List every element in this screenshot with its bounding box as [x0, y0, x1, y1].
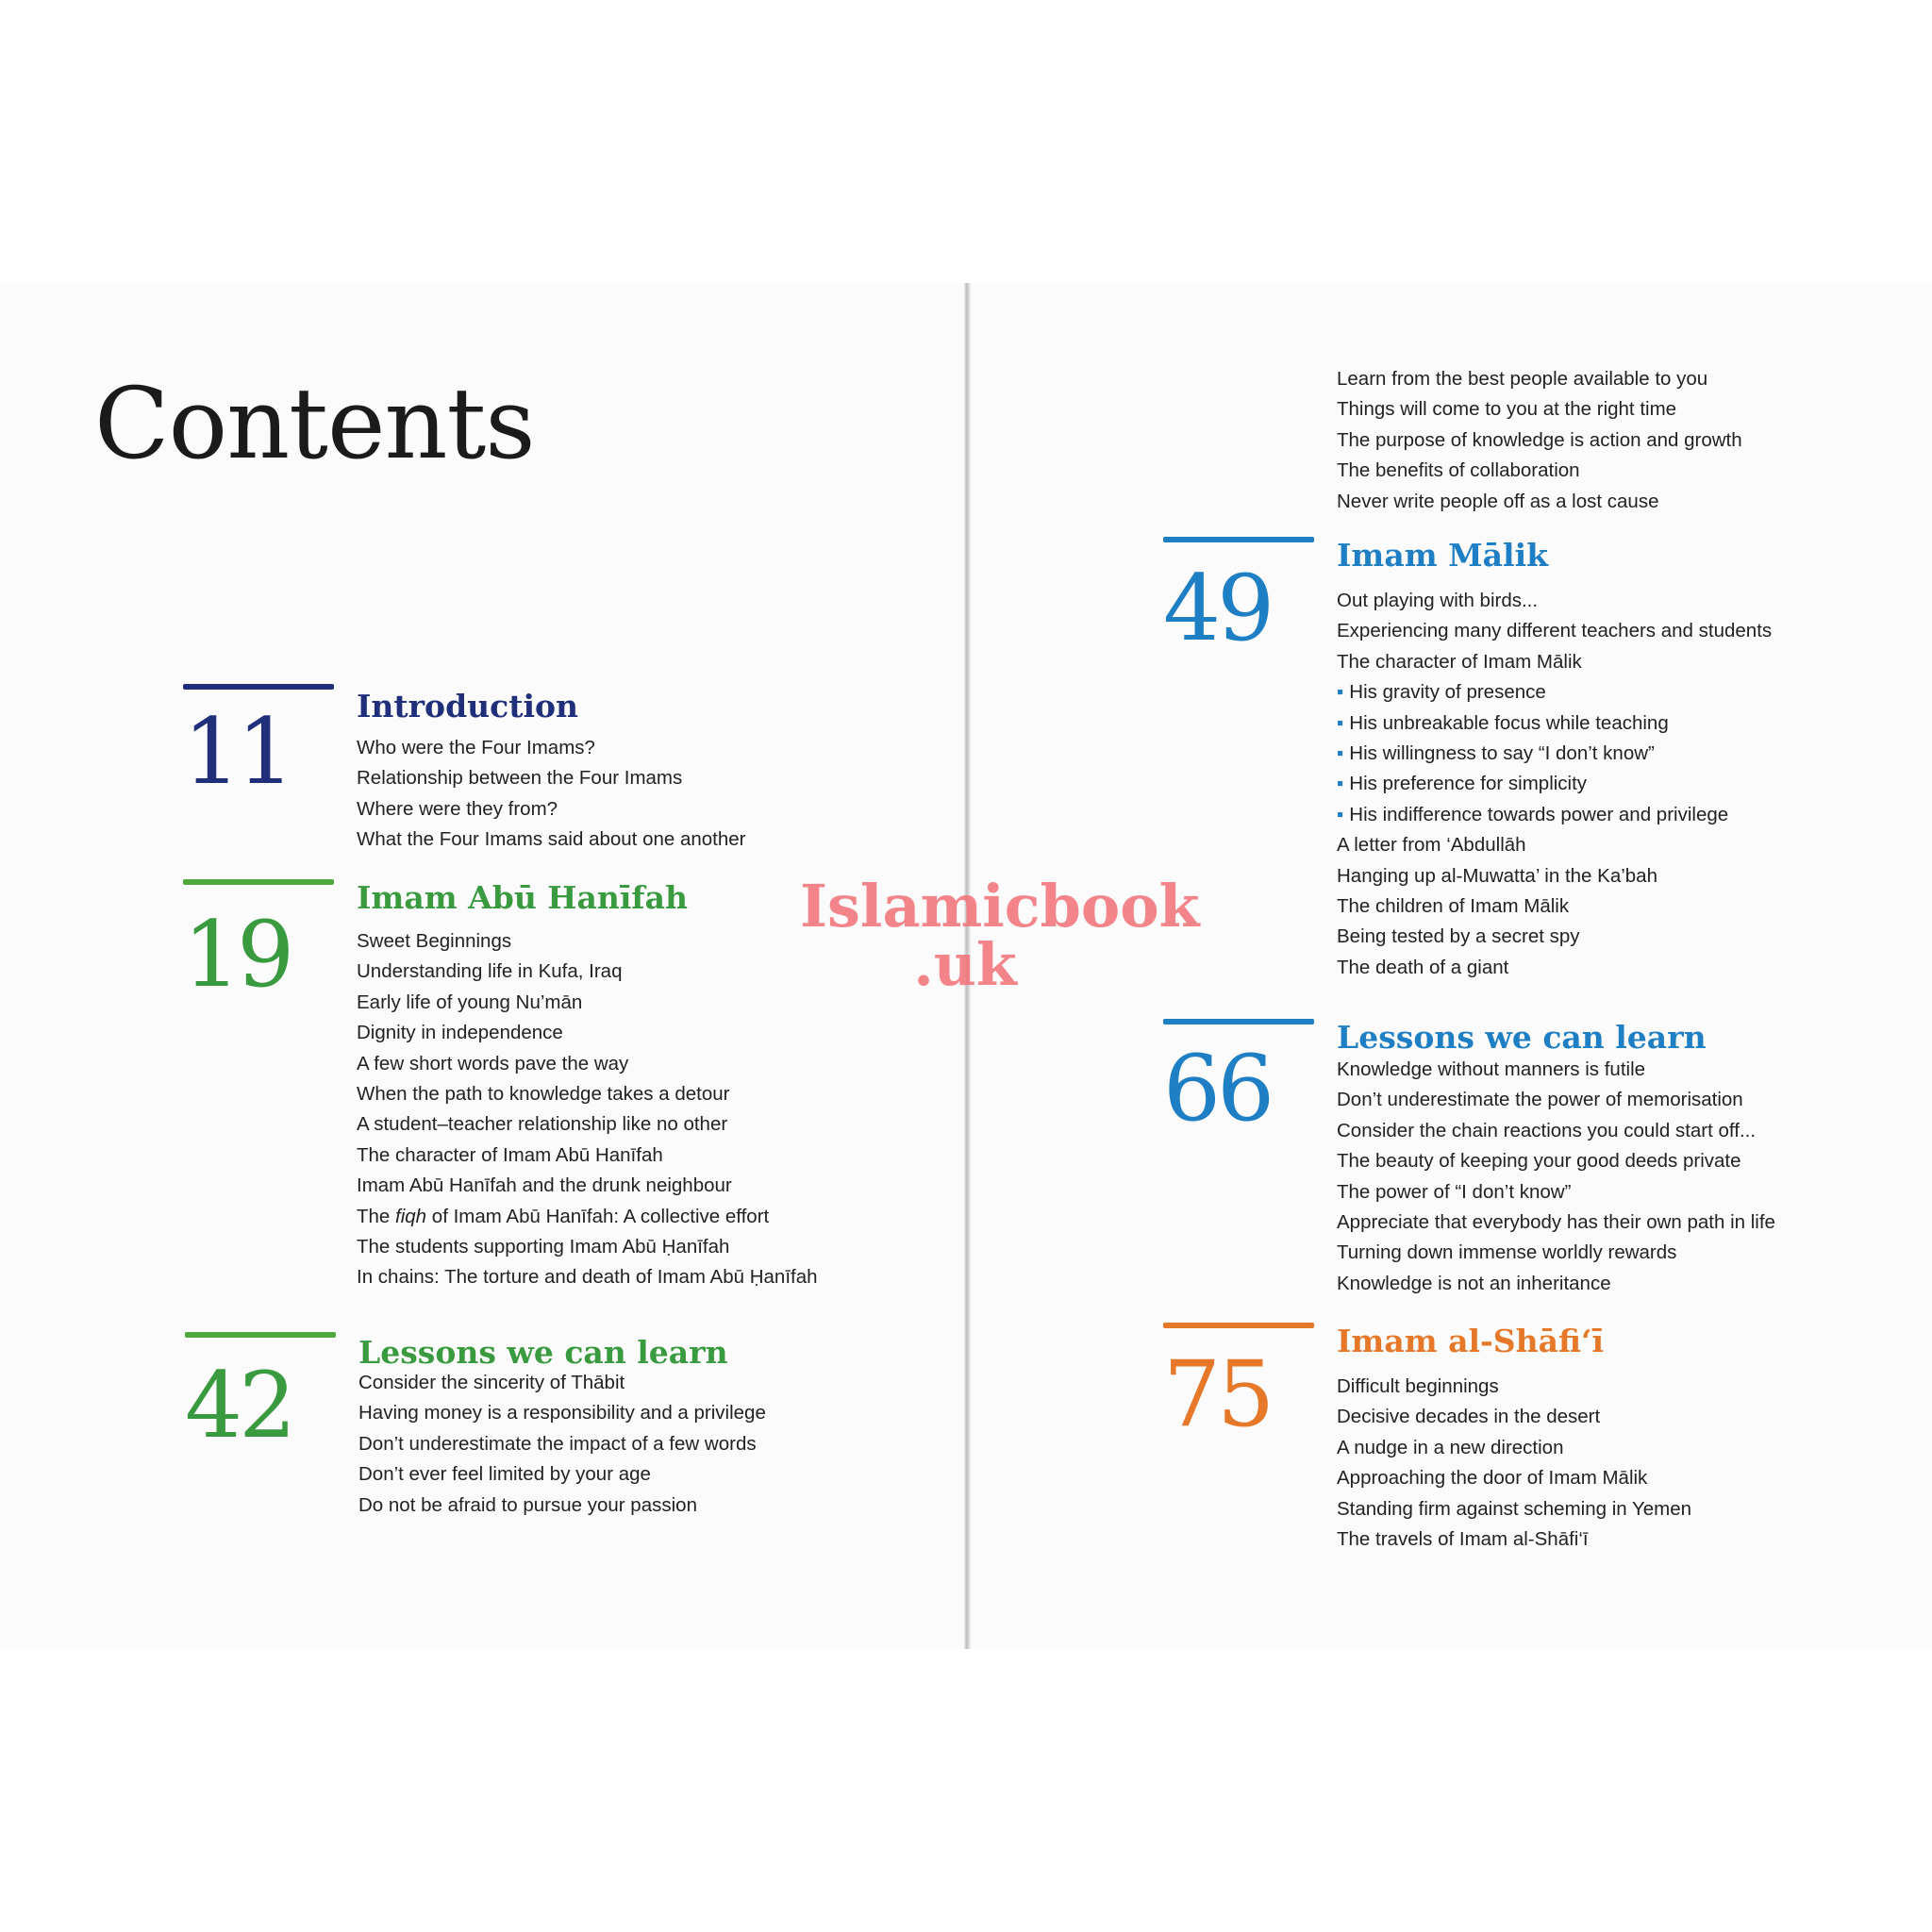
subentry-label: His willingness to say “I don’t know”	[1349, 742, 1655, 765]
toc-entry: In chains: The torture and death of Imam Abū Ḥanīfah	[357, 1266, 818, 1289]
toc-entry: Hanging up al-Muwatta’ in the Ka’bah	[1337, 864, 1657, 887]
toc-entry: A letter from ‘Abdullāh	[1337, 834, 1526, 857]
entry-prefix: The	[357, 1205, 396, 1227]
section-heading: Introduction	[357, 688, 579, 724]
toc-entry: A few short words pave the way	[357, 1052, 629, 1074]
watermark-line: .uk	[913, 930, 1017, 999]
entry-list	[357, 733, 746, 856]
toc-entry: Don’t underestimate the power of memorisation	[1337, 1089, 1743, 1111]
section-rule	[1163, 1019, 1314, 1024]
toc-entry: Decisive decades in the desert	[1337, 1406, 1601, 1428]
toc-entry: Consider the chain reactions you could start off...	[1337, 1119, 1757, 1141]
toc-entry: Who were the Four Imams?	[357, 737, 595, 758]
toc-entry: Don’t underestimate the impact of a few words	[358, 1432, 757, 1455]
toc-entry: Understanding life in Kufa, Iraq	[357, 960, 623, 983]
toc-entry: Imam Abū Hanīfah and the drunk neighbour	[357, 1174, 732, 1197]
toc-entry: Difficult beginnings	[1337, 1375, 1499, 1397]
toc-entry: Turning down immense worldly rewards	[1337, 1241, 1677, 1264]
toc-entry: The death of a giant	[1337, 956, 1509, 978]
toc-entry: Experiencing many different teachers and students	[1337, 620, 1773, 642]
toc-entry: Where were they from?	[357, 797, 558, 820]
entry-suffix: of Imam Abū Hanīfah: A collective effort	[426, 1205, 770, 1227]
toc-entry: Dignity in independence	[357, 1022, 563, 1044]
toc-entry: A student–teacher relationship like no other	[357, 1113, 728, 1136]
entry-list	[1337, 1055, 1775, 1299]
toc-entry: Out playing with birds...	[1337, 590, 1539, 611]
continued-entry-list	[1337, 364, 1742, 517]
toc-entry: Knowledge without manners is futile	[1337, 1058, 1646, 1080]
toc-subentry	[1337, 677, 1772, 708]
toc-entry: Relationship between the Four Imams	[357, 767, 683, 790]
bullet-icon: ▪	[1337, 742, 1344, 765]
toc-entry: The benefits of collaboration	[1337, 459, 1580, 482]
page-number: 11	[183, 699, 291, 805]
page-title: Contents	[94, 366, 535, 481]
page-number: 75	[1163, 1341, 1272, 1447]
toc-entry: The purpose of knowledge is action and growth	[1337, 428, 1742, 451]
section-heading: Imam al-Shāfi‘ī	[1337, 1323, 1604, 1359]
toc-entry-fiqh	[357, 1202, 818, 1232]
toc-entry: Learn from the best people available to you	[1337, 368, 1708, 390]
toc-entry: The travels of Imam al-Shāfi‘ī	[1337, 1528, 1589, 1551]
subentry-label: His unbreakable focus while teaching	[1349, 711, 1669, 734]
entry-list	[1337, 586, 1772, 983]
toc-entry: Early life of young Nu’mān	[357, 991, 583, 1013]
section-heading: Lessons we can learn	[1337, 1019, 1707, 1056]
watermark	[800, 872, 1200, 999]
section-rule	[185, 1332, 336, 1338]
toc-subentry	[1337, 739, 1772, 769]
toc-entry: A nudge in a new direction	[1337, 1436, 1564, 1458]
page-number: 19	[183, 902, 291, 1008]
toc-subentry	[1337, 708, 1772, 739]
section-rule	[1163, 537, 1314, 542]
toc-entry: What the Four Imams said about one another	[357, 828, 746, 851]
toc-entry: Do not be afraid to pursue your passion	[358, 1493, 697, 1516]
watermark-line: Islamicbook	[800, 872, 1200, 941]
bullet-icon: ▪	[1337, 681, 1344, 704]
bullet-icon: ▪	[1337, 773, 1344, 795]
entry-italic-term: fiqh	[395, 1205, 427, 1227]
toc-subentry	[1337, 800, 1772, 830]
toc-entry: Sweet Beginnings	[357, 930, 512, 952]
bullet-icon: ▪	[1337, 803, 1344, 825]
toc-entry: The children of Imam Mālik	[1337, 895, 1570, 918]
toc-entry: Being tested by a secret spy	[1337, 925, 1580, 948]
entry-list	[358, 1368, 766, 1521]
toc-entry: When the path to knowledge takes a detour	[357, 1083, 730, 1106]
subentry-label: His indifference towards power and privilege	[1349, 803, 1729, 825]
section-rule	[1163, 1323, 1314, 1328]
toc-entry: The character of Imam Abū Hanīfah	[357, 1143, 663, 1166]
page-number: 42	[185, 1353, 293, 1458]
toc-subentry	[1337, 769, 1772, 799]
bullet-icon: ▪	[1337, 711, 1344, 734]
entry-list	[357, 926, 818, 1293]
toc-entry: The power of “I don’t know”	[1337, 1180, 1572, 1203]
subentry-label: His preference for simplicity	[1349, 773, 1588, 795]
toc-entry: Approaching the door of Imam Mālik	[1337, 1467, 1648, 1490]
toc-entry: Having money is a responsibility and a privilege	[358, 1402, 766, 1424]
section-heading: Lessons we can learn	[358, 1334, 728, 1371]
page-number: 66	[1163, 1036, 1272, 1141]
toc-entry: The character of Imam Mālik	[1337, 650, 1582, 673]
toc-entry: Don’t ever feel limited by your age	[358, 1463, 651, 1486]
toc-entry: Consider the sincerity of Thābit	[358, 1372, 625, 1393]
section-rule	[183, 879, 334, 885]
section-rule	[183, 684, 334, 690]
entry-list	[1337, 1372, 1691, 1555]
toc-entry: Knowledge is not an inheritance	[1337, 1272, 1611, 1294]
section-heading: Imam Mālik	[1337, 537, 1548, 574]
toc-entry: The students supporting Imam Abū Ḥanīfah	[357, 1236, 730, 1258]
section-heading: Imam Abū Hanīfah	[357, 879, 688, 916]
toc-entry: Never write people off as a lost cause	[1337, 490, 1659, 512]
toc-entry: Things will come to you at the right time	[1337, 398, 1677, 421]
page-number: 49	[1163, 556, 1272, 661]
toc-entry: Appreciate that everybody has their own path in life	[1337, 1211, 1775, 1234]
toc-entry: Standing firm against scheming in Yemen	[1337, 1497, 1692, 1520]
toc-entry: The beauty of keeping your good deeds private	[1337, 1150, 1741, 1173]
subentry-label: His gravity of presence	[1349, 681, 1546, 704]
